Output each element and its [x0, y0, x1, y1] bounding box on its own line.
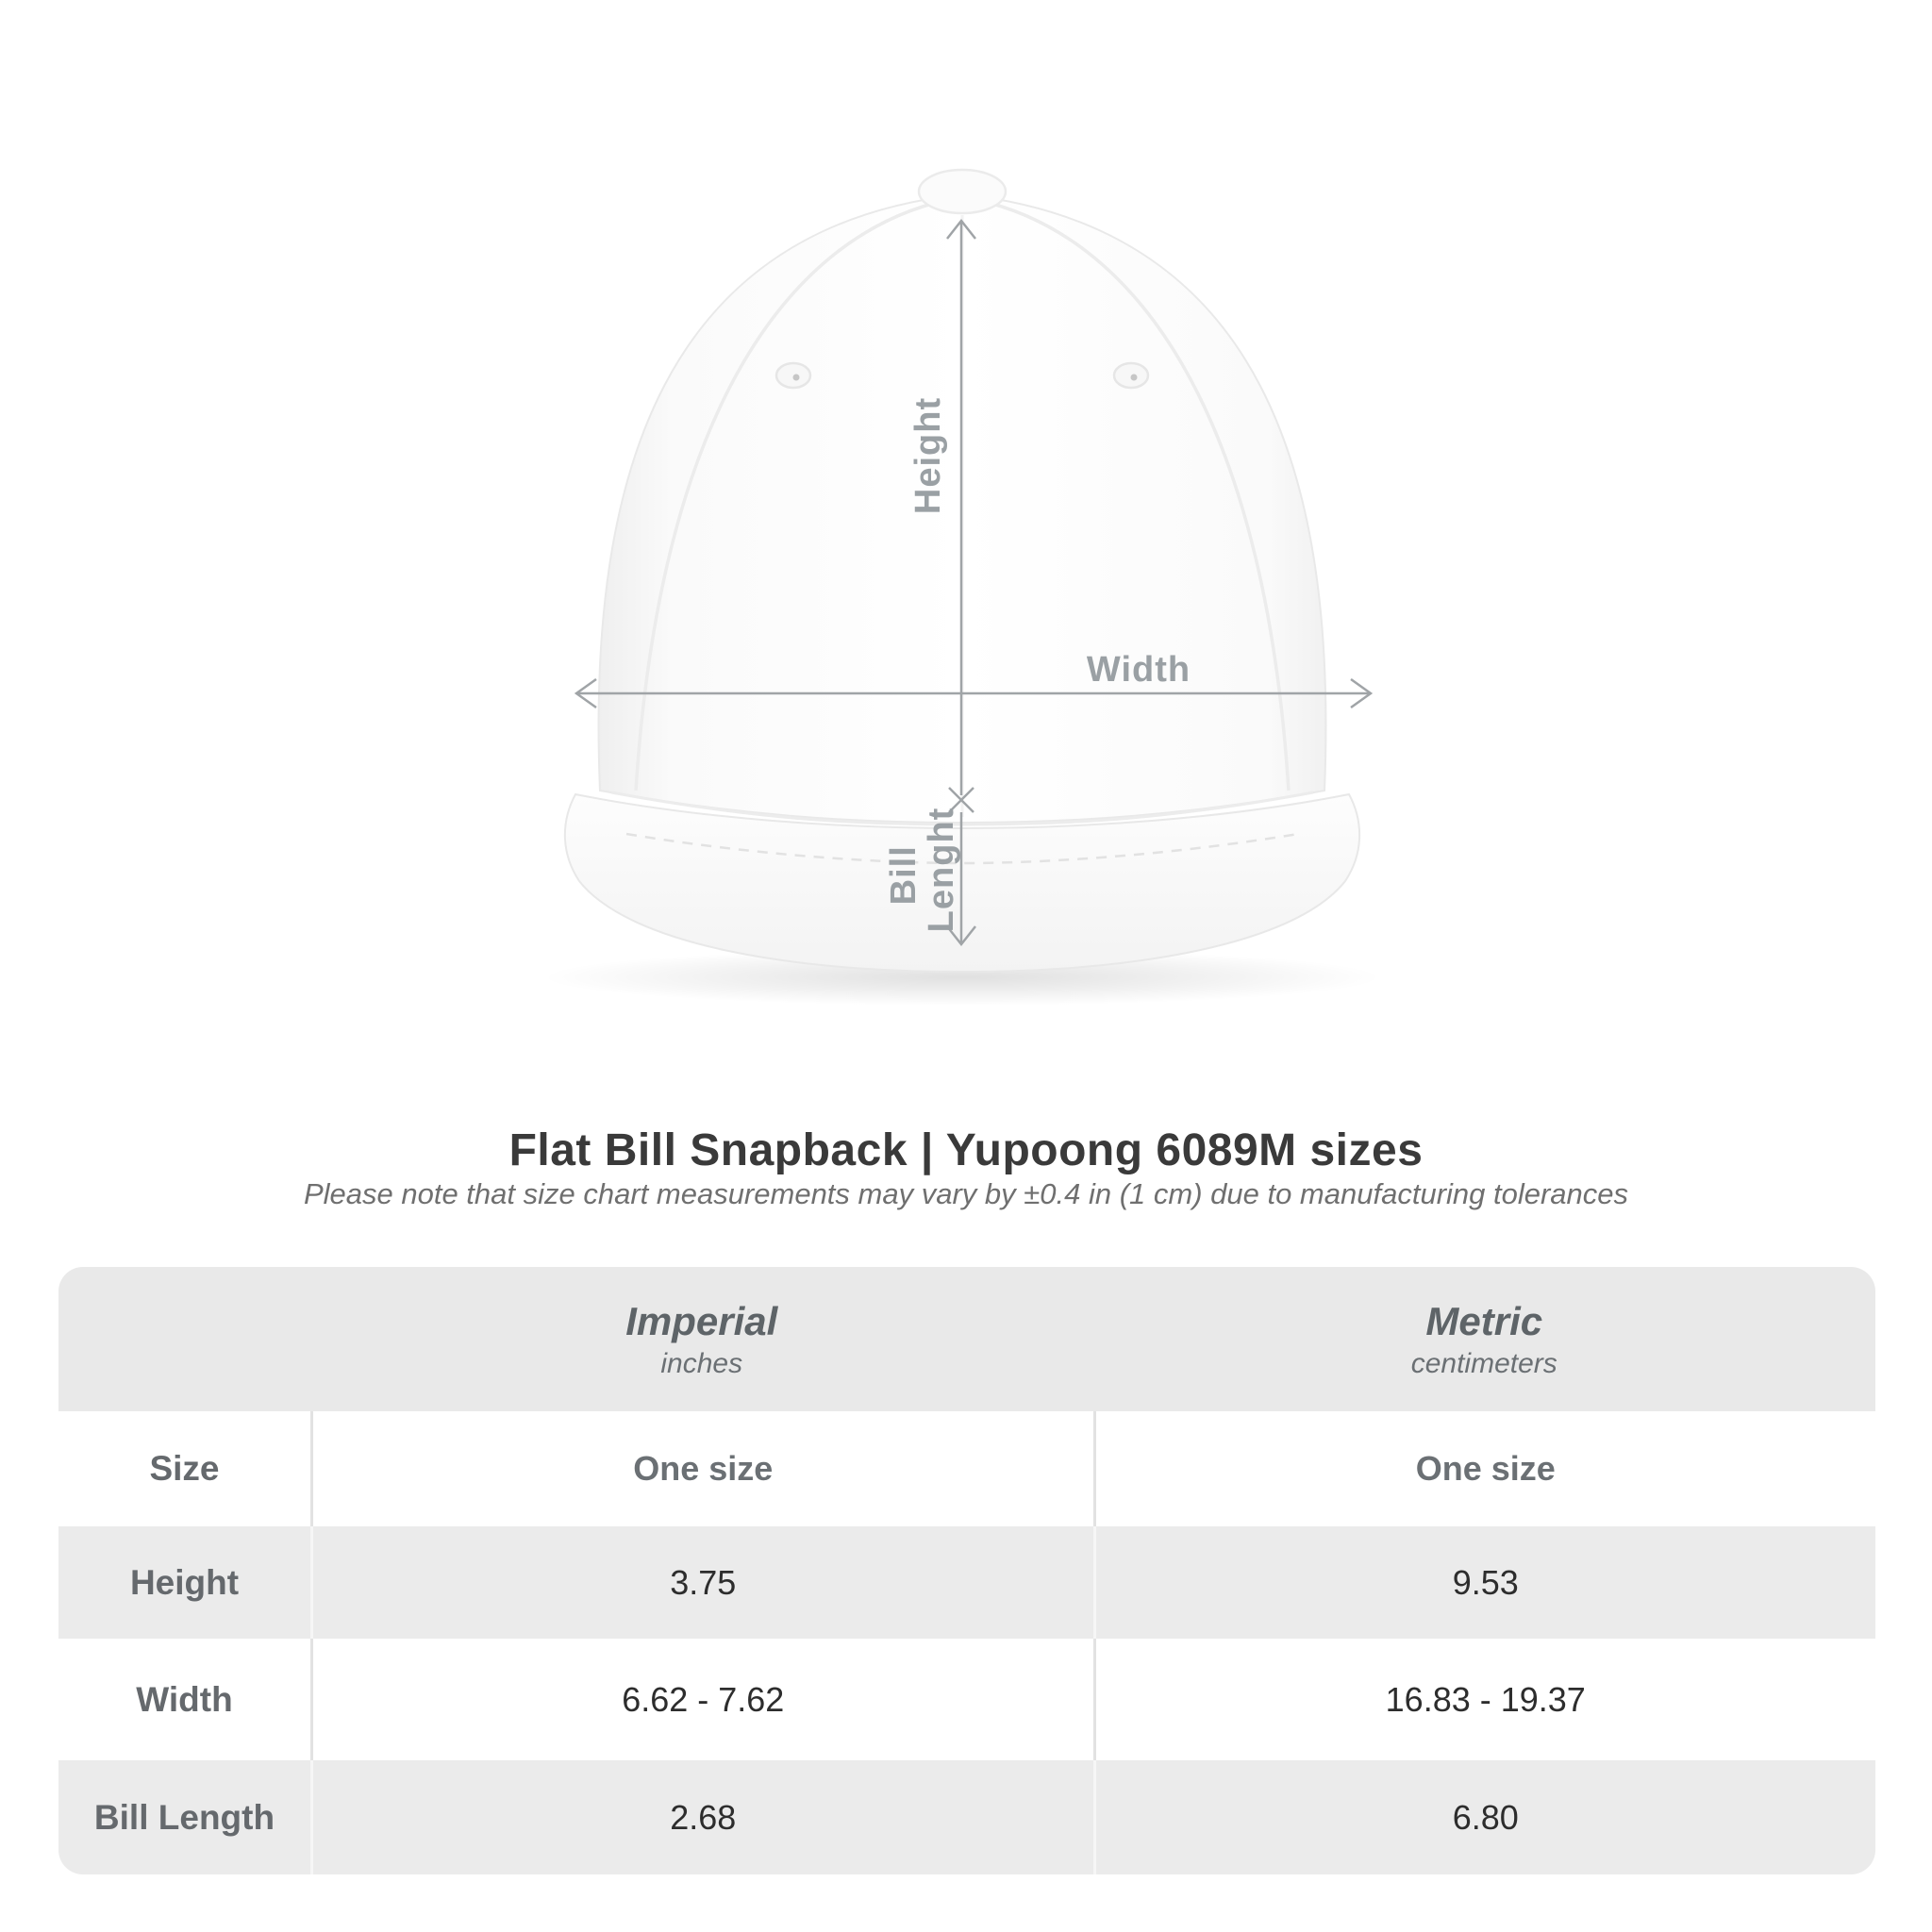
table-header-row	[58, 1267, 1875, 1411]
table-row-size	[58, 1411, 1875, 1526]
eyelet-left	[776, 363, 810, 388]
column-header-metric	[1093, 1267, 1876, 1411]
cell-value: One size	[1415, 1449, 1556, 1488]
table-header-corner	[58, 1267, 310, 1411]
column-name-metric: Metric	[1425, 1298, 1543, 1343]
row-label: Width	[136, 1679, 233, 1719]
height-measure-label: Height	[908, 396, 948, 515]
table-row-width	[58, 1639, 1875, 1760]
width-measure-label: Width	[1086, 650, 1191, 690]
page-subtitle: Please note that size chart measurements may vary by ±0.4 in (1 cm) due to manufacturing tolerances	[303, 1177, 1629, 1210]
cell-value: 3.75	[670, 1562, 737, 1602]
column-unit-metric: centimeters	[1410, 1347, 1557, 1379]
cell-value: 16.83 - 19.37	[1385, 1679, 1586, 1719]
cell-value: One size	[633, 1449, 774, 1488]
cell-value: 6.80	[1452, 1797, 1519, 1837]
row-label: Size	[149, 1449, 220, 1488]
row-label: Bill Length	[93, 1797, 275, 1837]
cell-value: 6.62 - 7.62	[622, 1679, 785, 1719]
bill-label-line1: Bill	[884, 845, 924, 906]
row-label: Height	[129, 1562, 240, 1602]
cell-value: 9.53	[1452, 1562, 1519, 1602]
column-header-imperial	[310, 1267, 1093, 1411]
column-name-imperial: Imperial	[625, 1298, 778, 1343]
table-row-bill-length	[58, 1760, 1875, 1874]
cell-value: 2.68	[670, 1797, 737, 1837]
page-title: Flat Bill Snapback | Yupoong 6089M sizes	[508, 1125, 1424, 1175]
size-table	[58, 1267, 1875, 1874]
bill-label-line2: Lenght	[922, 807, 961, 933]
eyelet-right	[1114, 363, 1148, 388]
table-row-height	[58, 1526, 1875, 1639]
crown-button	[919, 170, 1006, 213]
column-unit-imperial: inches	[660, 1347, 743, 1379]
